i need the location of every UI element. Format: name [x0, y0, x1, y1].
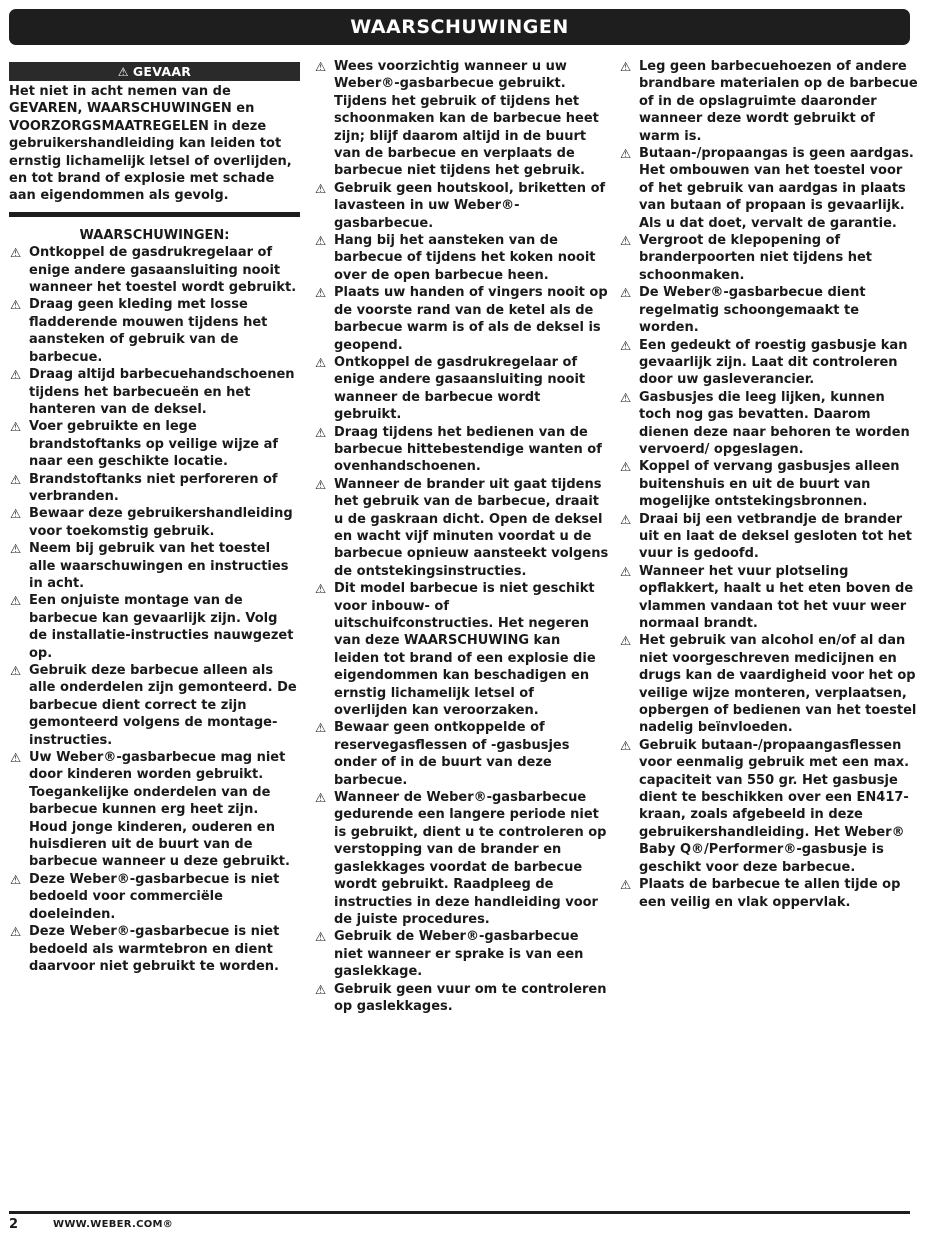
column-3 [619, 58, 919, 911]
danger-label: GEVAAR [132, 64, 192, 79]
warning-item [314, 232, 609, 284]
warning-triangle-icon: ⚠ [620, 633, 632, 649]
warning-triangle-icon: ⚠ [117, 64, 129, 79]
warning-triangle-icon: ⚠ [620, 59, 632, 74]
warning-item [619, 563, 919, 633]
warning-text: Brandstoftanks niet perforeren of verbranden. [29, 471, 278, 504]
warning-list-2 [314, 58, 609, 1015]
warning-triangle-icon: ⚠ [620, 146, 632, 162]
warning-item [314, 981, 609, 1016]
warning-triangle-icon: ⚠ [620, 563, 632, 579]
warning-triangle-icon: ⚠ [10, 924, 22, 940]
warning-triangle-icon: ⚠ [620, 877, 632, 893]
warning-text: Het gebruik van alcohol en/of al dan niet voorgeschreven medicijnen en drugs kan de vaardigheid voor het op veilige wijze monteren, verplaatsen, opbergen of bedienen van het toestel nadelig beïnvloeden. [639, 633, 917, 736]
warning-text: Gebruik deze barbecue alleen als alle onderdelen zijn gemonteerd. De barbecue dient correct te zijn gemonteerd volgens de montage-instructies. [29, 663, 297, 748]
warning-triangle-icon: ⚠ [620, 459, 632, 475]
warning-text: Gasbusjes die leeg lijken, kunnen toch nog gas bevatten. Daarom dienen deze naar behoren te worden vervoerd/ opgeslagen. [639, 389, 910, 457]
warning-triangle-icon: ⚠ [10, 367, 22, 383]
warning-text: Plaats uw handen of vingers nooit op de voorste rand van de ketel als de barbecue warm is of als de deksel is geopend. [334, 285, 608, 353]
column-2 [314, 58, 609, 1015]
warning-item [314, 58, 609, 180]
warning-triangle-icon: ⚠ [620, 511, 632, 527]
warning-triangle-icon: ⚠ [315, 929, 327, 945]
warning-triangle-icon: ⚠ [620, 233, 632, 249]
warning-triangle-icon: ⚠ [620, 337, 632, 353]
warning-item [314, 580, 609, 719]
warning-triangle-icon: ⚠ [620, 737, 632, 753]
warning-triangle-icon: ⚠ [10, 245, 22, 261]
warning-text: Draag altijd barbecuehandschoenen tijdens het barbecueën en het hanteren van de deksel. [29, 367, 295, 417]
warning-item [314, 476, 609, 580]
warning-item [9, 540, 300, 592]
page-title: WAARSCHUWINGEN [350, 16, 569, 38]
warning-text: Koppel of vervang gasbusjes alleen buitenshuis en uit de buurt van mogelijke ontstekingsbronnen. [639, 459, 900, 510]
warning-item [619, 232, 919, 284]
warning-text: Dit model barbecue is niet geschikt voor inbouw- of uitschuifconstructies. Het negeren van deze WAARSCHUWING kan leiden tot brand of een explosie die eigendommen kan beschadigen en ernstig lichamelijk letsel of overlijden kan veroorzaken. [334, 581, 596, 719]
warning-text: Wanneer de brander uit gaat tijdens het gebruik van de barbecue, draait u de gaskraan dicht. Open de deksel en wacht vijf minuten voordat u de barbecue opnieuw aansteekt volgens de ontstekingsinstructies. [334, 476, 609, 579]
warning-item [314, 180, 609, 232]
warning-triangle-icon: ⚠ [620, 389, 632, 405]
warning-triangle-icon: ⚠ [10, 297, 22, 313]
warning-text: Vergroot de klepopening of branderpoorten niet tijdens het schoonmaken. [639, 233, 872, 283]
warning-triangle-icon: ⚠ [315, 790, 327, 806]
warning-item [9, 471, 300, 506]
warning-text: Gebruik geen vuur om te controleren op gaslekkages. [334, 981, 607, 1014]
warning-item [9, 366, 300, 418]
warning-text: Bewaar deze gebruikershandleiding voor toekomstig gebruik. [29, 506, 293, 539]
warning-item [9, 871, 300, 923]
warning-triangle-icon: ⚠ [10, 663, 22, 678]
warning-item [619, 632, 919, 736]
warning-text: Voer gebruikte en lege brandstoftanks op veilige wijze af naar een geschikte locatie. [29, 419, 279, 470]
warning-text: Gebruik butaan-/propaangasflessen voor eenmalig gebruik met een max. capaciteit van 550 gr. Het gasbusje dient te beschikken over een EN417-kraan, zoals afgebeeld in deze gebruikershandleiding. Het Weber® Baby Q®/Performer®-gasbusje is geschikt voor deze barbecue. [639, 737, 910, 875]
warning-triangle-icon: ⚠ [315, 981, 327, 997]
warning-triangle-icon: ⚠ [10, 750, 22, 766]
warning-triangle-icon: ⚠ [10, 871, 22, 887]
warning-triangle-icon: ⚠ [10, 471, 22, 487]
warning-text: Ontkoppel de gasdrukregelaar of enige andere gasaansluiting nooit wanneer de barbecue wordt gebruikt. [334, 354, 586, 423]
warning-item [619, 145, 919, 232]
warnings-heading: WAARSCHUWINGEN: [79, 227, 230, 243]
warning-text: Neem bij gebruik van het toestel alle waarschuwingen en instructies in acht. [29, 541, 289, 591]
warning-item [619, 458, 919, 510]
warning-triangle-icon: ⚠ [315, 59, 327, 74]
warning-text: Gebruik geen houtskool, briketten of lavasteen in uw Weber®-gasbarbecue. [334, 180, 606, 231]
warning-triangle-icon: ⚠ [315, 581, 327, 597]
column-1 [9, 58, 300, 975]
warning-item [314, 284, 609, 354]
warning-item [619, 58, 919, 145]
warning-text: Gebruik de Weber®-gasbarbecue niet wanneer er sprake is van een gaslekkage. [334, 929, 584, 980]
warning-item [619, 284, 919, 336]
warning-item [9, 418, 300, 470]
warning-text: Deze Weber®-gasbarbecue is niet bedoeld als warmtebron en dient daarvoor niet gebruikt te worden. [29, 924, 280, 974]
warning-text: Ontkoppel de gasdrukregelaar of enige andere gasaansluiting nooit wanneer het toestel wordt gebruikt. [29, 245, 297, 296]
warning-triangle-icon: ⚠ [10, 541, 22, 557]
page-number: 2 [9, 1217, 19, 1232]
warning-item [619, 337, 919, 389]
warning-text: Leg geen barbecuehoezen of andere brandbare materialen op de barbecue of in de opslagruimte daaronder wanneer deze wordt gebruikt of warm is. [639, 59, 918, 144]
warning-item [314, 424, 609, 476]
warning-triangle-icon: ⚠ [10, 593, 22, 609]
warning-item [9, 662, 300, 749]
warning-triangle-icon: ⚠ [315, 476, 327, 492]
warning-item [619, 876, 919, 911]
warning-text: Butaan-/propaangas is geen aardgas. Het ombouwen van het toestel voor of het gebruik van aardgas in plaats van butaan of propaan is gevaarlijk. Als u dat doet, vervalt de garantie. [639, 146, 914, 231]
warning-triangle-icon: ⚠ [315, 233, 327, 249]
warning-list-1 [9, 244, 300, 975]
warning-text: Uw Weber®-gasbarbecue mag niet door kinderen worden gebruikt. Toegankelijke onderdelen van de barbecue kunnen erg heet zijn. Houd jonge kinderen, ouderen en huisdieren uit de buurt van de barbecue wanneer u deze gebruikt. [29, 750, 290, 870]
warning-item [619, 511, 919, 563]
warning-item [9, 923, 300, 975]
warning-text: Een gedeukt of roestig gasbusje kan gevaarlijk zijn. Laat dit controleren door uw gasleverancier. [639, 337, 908, 388]
warning-text: Draai bij een vetbrandje de brander uit en laat de deksel gesloten tot het vuur is gedoofd. [639, 511, 912, 562]
warning-text: Draag tijdens het bedienen van de barbecue hittebestendige wanten of ovenhandschoenen. [334, 424, 602, 475]
warning-text: Bewaar geen ontkoppelde of reservegasflessen of -gasbusjes onder of in de buurt van deze barbecue. [334, 720, 570, 788]
warning-text: Een onjuiste montage van de barbecue kan gevaarlijk zijn. Volg de installatie-instructies nauwgezet op. [29, 593, 294, 661]
warning-item [619, 389, 919, 459]
warning-item [9, 749, 300, 871]
warning-triangle-icon: ⚠ [620, 285, 632, 301]
warning-text: De Weber®-gasbarbecue dient regelmatig schoongemaakt te worden. [639, 285, 866, 336]
warning-text: Draag geen kleding met losse fladderende mouwen tijdens het aansteken of gebruik van de barbecue. [29, 297, 268, 365]
footer-url: WWW.WEBER.COM® [53, 1219, 174, 1230]
section-divider [9, 212, 300, 217]
warning-triangle-icon: ⚠ [315, 285, 327, 301]
warning-text: Hang bij het aansteken van de barbecue of tijdens het koken nooit over de open barbecue heen. [334, 233, 596, 283]
warning-item [314, 789, 609, 928]
warning-item [9, 296, 300, 366]
warning-list-3 [619, 58, 919, 911]
warning-text: Plaats de barbecue te allen tijde op een veilig en vlak oppervlak. [639, 877, 901, 910]
warning-triangle-icon: ⚠ [10, 506, 22, 522]
warning-triangle-icon: ⚠ [315, 354, 327, 370]
footer-divider [9, 1211, 910, 1214]
warning-text: Wees voorzichtig wanneer u uw Weber®-gasbarbecue gebruikt. Tijdens het gebruik of tijdens het schoonmaken kan de barbecue heet zijn; blijf daarom altijd in de buurt van de barbecue en verplaats de barbecue niet tijdens het gebruik. [334, 59, 599, 179]
warning-text: Wanneer het vuur plotseling opflakkert, haalt u het eten boven de vlammen vandaan tot het vuur weer normaal brandt. [639, 563, 914, 631]
warning-item [314, 354, 609, 424]
danger-banner [9, 62, 300, 81]
warning-triangle-icon: ⚠ [315, 180, 327, 196]
danger-text: Het niet in acht nemen van de GEVAREN, WAARSCHUWINGEN en VOORZORGSMAATREGELEN in deze gebruikershandleiding kan leiden tot ernstig lichamelijk letsel of overlijden, en tot brand of explosie met schade aan eigendommen als gevolg. [9, 84, 292, 204]
warning-item [314, 719, 609, 789]
warning-item [9, 505, 300, 540]
warning-triangle-icon: ⚠ [10, 419, 22, 435]
warning-triangle-icon: ⚠ [315, 720, 327, 736]
warning-text: Wanneer de Weber®-gasbarbecue gedurende een langere periode niet is gebruikt, dient u te controleren op verstopping van de brander en gaslekkages voordat de barbecue wordt gebruikt. Raadpleeg de instructies in deze handleiding voor de juiste procedures. [334, 790, 607, 927]
warning-item [9, 592, 300, 662]
warning-item [619, 737, 919, 876]
header-bar [9, 9, 910, 45]
warning-triangle-icon: ⚠ [315, 424, 327, 440]
warning-item [9, 244, 300, 296]
warning-text: Deze Weber®-gasbarbecue is niet bedoeld voor commerciële doeleinden. [29, 871, 280, 922]
warning-item [314, 928, 609, 980]
